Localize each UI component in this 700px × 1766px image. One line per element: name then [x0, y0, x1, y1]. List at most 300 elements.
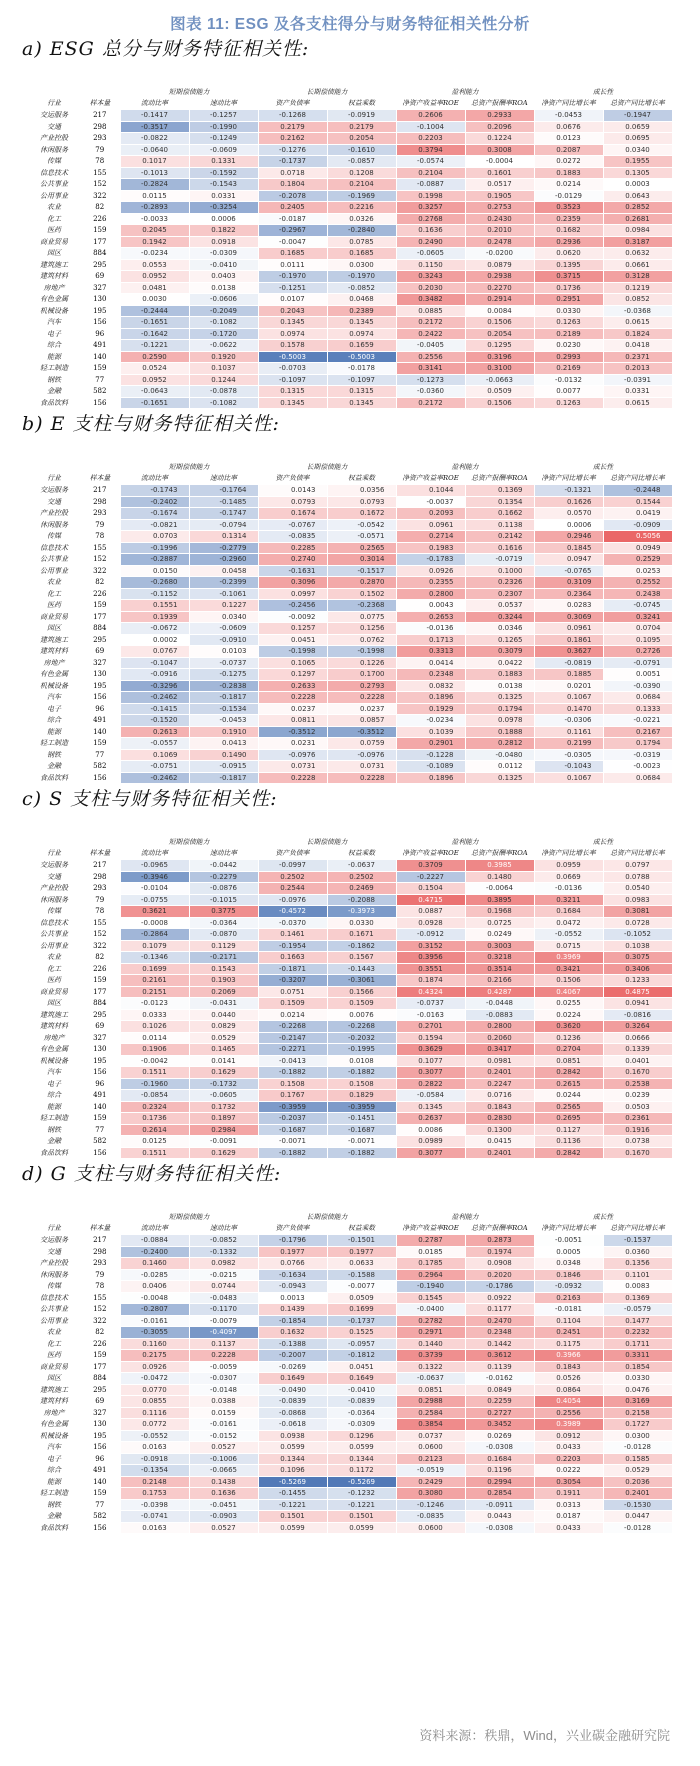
heatmap-cell: -0.0360: [396, 386, 465, 398]
table-row: [28, 248, 672, 260]
heatmap-cell: 0.1977: [327, 1246, 396, 1258]
metric-column-header: 权益乘数: [347, 99, 376, 107]
heatmap-cell: -0.5269: [258, 1476, 327, 1488]
heatmap-cell: 0.0340: [189, 611, 258, 623]
heatmap-cell: -0.0370: [258, 917, 327, 929]
heatmap-cell: 0.3417: [465, 1044, 534, 1056]
heatmap-cell: -0.0234: [396, 715, 465, 727]
heatmap-cell: -0.1013: [120, 167, 189, 179]
correlation-heatmap-table: [28, 837, 673, 1159]
heatmap-cell: -0.3055: [120, 1327, 189, 1339]
heatmap-cell: -0.0976: [327, 749, 396, 761]
heatmap-cell: -0.1796: [258, 1235, 327, 1247]
section-heading: d) G 支柱与财务特征相关性:: [22, 1163, 282, 1185]
heatmap-cell: -0.1954: [258, 940, 327, 952]
heatmap-cell: 0.0224: [534, 1009, 603, 1021]
sample-size-value: 295: [93, 635, 107, 644]
heatmap-cell: -0.0128: [603, 1522, 672, 1534]
industry-label: 钢铁: [47, 375, 61, 384]
heatmap-cell: 0.0615: [603, 317, 672, 329]
heatmap-cell: 0.0086: [396, 1124, 465, 1136]
industry-label: 交运服务: [40, 861, 68, 869]
heatmap-cell: 0.0529: [603, 1465, 672, 1477]
table-row: [28, 1032, 672, 1044]
heatmap-cell: 0.1736: [534, 282, 603, 294]
heatmap-cell: 0.2361: [603, 1113, 672, 1125]
table-row: [28, 156, 672, 168]
heatmap-cell: 0.3969: [534, 952, 603, 964]
sample-size-column-header: 样本量: [89, 849, 111, 858]
heatmap-cell: 0.1439: [258, 1304, 327, 1316]
heatmap-cell: 0.2812: [465, 738, 534, 750]
sample-size-value: 295: [93, 1010, 107, 1019]
heatmap-cell: 0.0283: [534, 600, 603, 612]
industry-label: 公共事业: [40, 180, 68, 188]
table-row: [28, 1101, 672, 1113]
sample-size-value: 77: [95, 1500, 105, 1509]
metric-column-header: 资产负债率: [275, 1224, 310, 1232]
heatmap-cell: 0.1354: [465, 496, 534, 508]
heatmap-cell: 0.3128: [603, 271, 672, 283]
heatmap-cell: 0.0759: [327, 738, 396, 750]
heatmap-cell: 0.3264: [603, 1021, 672, 1033]
heatmap-cell: 0.1845: [534, 542, 603, 554]
heatmap-cell: 0.1659: [327, 340, 396, 352]
heatmap-cell: 0.1629: [189, 1067, 258, 1079]
heatmap-cell: -0.2893: [120, 202, 189, 214]
metric-column-header: 资产负债率: [275, 849, 310, 857]
heatmap-cell: 0.2093: [396, 508, 465, 520]
heatmap-cell: -0.3296: [120, 680, 189, 692]
heatmap-cell: 0.1502: [327, 588, 396, 600]
heatmap-cell: 0.0481: [120, 282, 189, 294]
heatmap-cell: 0.1684: [534, 906, 603, 918]
heatmap-cell: 0.0770: [120, 1384, 189, 1396]
industry-label: 农业: [47, 203, 61, 211]
table-row: [28, 761, 672, 773]
table-row: [28, 1361, 672, 1373]
heatmap-cell: -0.0071: [258, 1136, 327, 1148]
heatmap-cell: 0.1460: [120, 1258, 189, 1270]
heatmap-cell: -0.0453: [534, 110, 603, 122]
heatmap-cell: -0.0609: [189, 144, 258, 156]
table-row: [28, 144, 672, 156]
sample-size-value: 298: [93, 497, 107, 506]
heatmap-cell: -0.0976: [258, 749, 327, 761]
heatmap-cell: 0.1983: [396, 542, 465, 554]
heatmap-cell: 0.0163: [120, 1522, 189, 1534]
heatmap-cell: 0.1566: [327, 986, 396, 998]
industry-label: 公用事业: [40, 1316, 68, 1325]
heatmap-cell: 0.0767: [120, 646, 189, 658]
heatmap-cell: -0.2456: [258, 600, 327, 612]
industry-label: 商业贸易: [40, 987, 68, 996]
heatmap-cell: -0.3959: [258, 1101, 327, 1113]
heatmap-cell: -0.0887: [396, 179, 465, 191]
correlation-heatmap-table: [28, 462, 673, 784]
industry-label: 交通: [47, 1247, 61, 1256]
industry-label: 休闲服务: [40, 1270, 68, 1279]
heatmap-cell: -0.0519: [396, 1465, 465, 1477]
heatmap-cell: 0.3054: [534, 1476, 603, 1488]
industry-label: 化工: [47, 964, 61, 973]
heatmap-cell: -0.0413: [258, 1055, 327, 1067]
heatmap-cell: -0.2402: [120, 496, 189, 508]
heatmap-cell: 0.1322: [396, 1361, 465, 1373]
heatmap-cell: -0.1415: [120, 703, 189, 715]
table-row: [28, 738, 672, 750]
heatmap-cell: 0.0695: [603, 133, 672, 145]
sample-size-value: 156: [93, 318, 107, 326]
heatmap-cell: -0.0077: [327, 1281, 396, 1293]
heatmap-cell: 0.2324: [120, 1101, 189, 1113]
heatmap-cell: -0.0092: [258, 611, 327, 623]
heatmap-cell: -0.0854: [120, 1090, 189, 1102]
heatmap-cell: 0.1861: [534, 634, 603, 646]
heatmap-cell: 0.1506: [465, 317, 534, 329]
heatmap-cell: -0.2838: [189, 680, 258, 692]
heatmap-cell: -0.1221: [327, 1499, 396, 1511]
heatmap-cell: 0.1339: [603, 1044, 672, 1056]
heatmap-cell: 0.0887: [396, 906, 465, 918]
industry-label: 产业控股: [40, 1259, 68, 1267]
correlation-heatmap-table: [28, 87, 673, 409]
heatmap-cell: 0.2637: [396, 1113, 465, 1125]
heatmap-cell: 0.1897: [189, 1113, 258, 1125]
sample-size-value: 140: [93, 727, 107, 736]
heatmap-cell: 0.1026: [120, 1021, 189, 1033]
table-row: [28, 1067, 672, 1079]
table-row: [28, 1147, 672, 1159]
heatmap-cell: -0.1246: [396, 1499, 465, 1511]
column-group-label: 成长性: [592, 88, 614, 96]
heatmap-cell: 0.1685: [258, 248, 327, 260]
industry-label: 医药: [47, 1351, 61, 1359]
heatmap-cell: 0.2359: [534, 213, 603, 225]
heatmap-cell: 0.2123: [396, 1453, 465, 1465]
heatmap-cell: 0.1874: [396, 975, 465, 987]
heatmap-cell: 0.0941: [603, 998, 672, 1010]
industry-label: 交运服务: [40, 486, 68, 494]
industry-label: 金融: [47, 1512, 61, 1520]
table-row: [28, 669, 672, 681]
heatmap-cell: -0.1004: [396, 121, 465, 133]
industry-label: 金融: [47, 1137, 61, 1145]
heatmap-cell: 0.0418: [603, 340, 672, 352]
heatmap-cell: 0.1846: [534, 1269, 603, 1281]
heatmap-cell: 0.1297: [258, 669, 327, 681]
heatmap-cell: 0.0851: [396, 1384, 465, 1396]
heatmap-cell: 0.0537: [465, 600, 534, 612]
heatmap-cell: -0.0703: [258, 363, 327, 375]
heatmap-cell: 0.2544: [258, 883, 327, 895]
heatmap-cell: 0.1300: [465, 1124, 534, 1136]
metric-column-header: 速动比率: [209, 849, 238, 857]
heatmap-cell: 0.0599: [258, 1442, 327, 1454]
heatmap-cell: 0.2529: [603, 554, 672, 566]
heatmap-cell: 0.2104: [327, 179, 396, 191]
heatmap-cell: -0.0448: [465, 998, 534, 1010]
heatmap-cell: 0.2936: [534, 236, 603, 248]
heatmap-cell: 0.0051: [603, 669, 672, 681]
sample-size-value: 152: [93, 1305, 107, 1313]
column-group-label: 短期偿债能力: [168, 838, 210, 846]
heatmap-cell: 0.2036: [603, 1476, 672, 1488]
heatmap-cell: 0.2556: [534, 1407, 603, 1419]
heatmap-cell: -0.1651: [120, 397, 189, 409]
industry-label: 园区: [47, 624, 61, 632]
heatmap-cell: -0.1089: [396, 761, 465, 773]
heatmap-cell: 0.0433: [534, 1522, 603, 1534]
heatmap-cell: 0.0159: [189, 1407, 258, 1419]
heatmap-cell: -0.0605: [189, 1090, 258, 1102]
heatmap-cell: 0.0731: [327, 761, 396, 773]
heatmap-cell: 0.1843: [465, 1101, 534, 1113]
heatmap-cell: 0.0829: [189, 1021, 258, 1033]
heatmap-cell: 0.5056: [603, 531, 672, 543]
heatmap-cell: 0.1699: [327, 1304, 396, 1316]
heatmap-cell: 0.1175: [534, 1338, 603, 1350]
heatmap-cell: 0.0433: [534, 1442, 603, 1454]
sample-size-column-header: 样本量: [89, 1224, 111, 1233]
heatmap-cell: -0.2171: [189, 952, 258, 964]
heatmap-cell: 0.3627: [534, 646, 603, 658]
heatmap-cell: -0.1451: [327, 1113, 396, 1125]
sample-size-value: 322: [93, 191, 107, 200]
heatmap-cell: -0.1610: [327, 144, 396, 156]
sample-size-value: 159: [93, 601, 107, 609]
heatmap-cell: 0.1161: [534, 726, 603, 738]
table-row: [28, 1315, 672, 1327]
table-row: [28, 1338, 672, 1350]
heatmap-cell: 0.0115: [120, 190, 189, 202]
heatmap-cell: 0.1000: [465, 565, 534, 577]
heatmap-cell: -0.3254: [189, 202, 258, 214]
heatmap-cell: 0.0333: [120, 1009, 189, 1021]
heatmap-cell: 0.1896: [396, 772, 465, 784]
heatmap-cell: 0.1263: [534, 397, 603, 409]
heatmap-cell: -0.1996: [120, 542, 189, 554]
heatmap-cell: -0.0451: [189, 1499, 258, 1511]
industry-label: 医药: [47, 226, 61, 234]
heatmap-cell: 0.2701: [396, 1021, 465, 1033]
table-row: [28, 894, 672, 906]
heatmap-cell: 0.1508: [327, 1078, 396, 1090]
table-header: [28, 837, 672, 860]
industry-label: 能源: [47, 352, 61, 361]
industry-label: 钢铁: [47, 1125, 61, 1134]
sample-size-value: 79: [95, 895, 105, 904]
heatmap-cell: 0.0150: [120, 565, 189, 577]
heatmap-cell: 0.0864: [534, 1384, 603, 1396]
heatmap-cell: -0.0737: [396, 998, 465, 1010]
industry-column-header: 行业: [47, 99, 61, 108]
heatmap-cell: 0.1903: [189, 975, 258, 987]
heatmap-cell: 0.1974: [465, 1246, 534, 1258]
heatmap-cell: 0.1226: [327, 657, 396, 669]
heatmap-cell: 0.2043: [258, 305, 327, 317]
heatmap-cell: -0.0161: [120, 1315, 189, 1327]
industry-label: 轻工制造: [40, 739, 68, 747]
heatmap-cell: -0.0605: [396, 248, 465, 260]
heatmap-cell: 0.0599: [327, 1442, 396, 1454]
heatmap-cell: 0.0509: [327, 1292, 396, 1304]
sample-size-value: 77: [95, 1125, 105, 1134]
industry-label: 交通: [47, 122, 61, 131]
heatmap-cell: 0.2613: [120, 726, 189, 738]
heatmap-cell: 0.1883: [465, 669, 534, 681]
table-row: [28, 271, 672, 283]
heatmap-cell: 0.3218: [465, 952, 534, 964]
heatmap-cell: -0.0400: [396, 1304, 465, 1316]
sample-size-value: 226: [93, 1339, 107, 1348]
heatmap-cell: 0.1077: [396, 1055, 465, 1067]
industry-label: 园区: [47, 1374, 61, 1382]
heatmap-cell: -0.4572: [258, 906, 327, 918]
industry-label: 休闲服务: [40, 145, 68, 154]
heatmap-cell: 0.3523: [534, 202, 603, 214]
heatmap-cell: -0.0398: [120, 1499, 189, 1511]
heatmap-cell: 0.0272: [534, 156, 603, 168]
heatmap-cell: 0.4715: [396, 894, 465, 906]
heatmap-cell: 0.0793: [327, 496, 396, 508]
heatmap-cell: 0.2401: [465, 1067, 534, 1079]
heatmap-cell: 0.0472: [534, 917, 603, 929]
heatmap-cell: 0.0725: [465, 917, 534, 929]
correlation-section: [0, 1159, 700, 1534]
heatmap-cell: 0.0103: [189, 646, 258, 658]
metric-column-header: 总资产同比增长率: [610, 474, 665, 482]
table-row: [28, 305, 672, 317]
table-row: [28, 749, 672, 761]
table-row: [28, 508, 672, 520]
heatmap-cell: -0.0308: [465, 1442, 534, 1454]
table-row: [28, 1113, 672, 1125]
heatmap-cell: 0.1911: [534, 1488, 603, 1500]
table-body: [28, 110, 672, 409]
heatmap-cell: 0.0526: [534, 1373, 603, 1385]
heatmap-cell: 0.0005: [534, 1246, 603, 1258]
sample-size-value: 130: [93, 670, 107, 678]
heatmap-cell: -0.1443: [327, 963, 396, 975]
metric-column-header: 净资产同比增长率: [541, 849, 596, 857]
metric-column-header: 速动比率: [209, 1224, 238, 1232]
heatmap-cell: -0.2037: [258, 1113, 327, 1125]
heatmap-cell: 0.1977: [258, 1246, 327, 1258]
heatmap-cell: -0.0957: [327, 1338, 396, 1350]
heatmap-cell: 0.0413: [189, 738, 258, 750]
heatmap-cell: 0.1196: [465, 1465, 534, 1477]
heatmap-cell: -0.0364: [327, 1407, 396, 1419]
heatmap-cell: 0.2203: [534, 1453, 603, 1465]
heatmap-cell: -0.1998: [258, 646, 327, 658]
heatmap-cell: -0.0234: [120, 248, 189, 260]
heatmap-cell: 0.3621: [120, 906, 189, 918]
table-row: [28, 542, 672, 554]
correlation-section: [0, 34, 700, 409]
industry-label: 电子: [47, 1454, 61, 1463]
heatmap-cell: -0.1082: [189, 397, 258, 409]
heatmap-cell: 0.1325: [465, 772, 534, 784]
heatmap-cell: -0.0152: [189, 1430, 258, 1442]
heatmap-cell: -0.1588: [327, 1269, 396, 1281]
table-row: [28, 397, 672, 409]
heatmap-cell: -0.2227: [396, 871, 465, 883]
heatmap-cell: 0.0138: [465, 680, 534, 692]
industry-label: 有色金属: [40, 670, 68, 678]
heatmap-cell: 0.2502: [258, 871, 327, 883]
sample-size-value: 293: [93, 884, 107, 892]
industry-label: 电子: [47, 704, 61, 713]
section-heading: a) ESG 总分与财务特征相关性:: [22, 38, 310, 60]
heatmap-cell: -0.0915: [189, 761, 258, 773]
metric-column-header: 净资产收益率ROE: [402, 1224, 459, 1232]
heatmap-cell: 0.1344: [258, 1453, 327, 1465]
heatmap-cell: 0.0832: [396, 680, 465, 692]
heatmap-cell: 0.0348: [534, 1258, 603, 1270]
heatmap-cell: 0.1601: [465, 167, 534, 179]
heatmap-cell: -0.0178: [327, 363, 396, 375]
table-header: [28, 87, 672, 110]
industry-label: 轻工制造: [40, 1489, 68, 1497]
heatmap-cell: 0.0704: [603, 623, 672, 635]
heatmap-cell: 0.1069: [120, 749, 189, 761]
heatmap-cell: 0.1544: [603, 496, 672, 508]
heatmap-cell: 0.0775: [327, 611, 396, 623]
heatmap-cell: 0.3096: [258, 577, 327, 589]
figure-sections: [0, 34, 700, 1534]
industry-label: 信息技术: [40, 918, 68, 927]
heatmap-cell: -0.1817: [189, 692, 258, 704]
industry-label: 房地产: [43, 283, 65, 292]
industry-label: 食品饮料: [40, 1148, 68, 1157]
heatmap-cell: -0.1687: [258, 1124, 327, 1136]
table-row: [28, 998, 672, 1010]
heatmap-cell: 0.1670: [603, 1067, 672, 1079]
heatmap-cell: -0.0751: [120, 761, 189, 773]
heatmap-cell: 0.0912: [534, 1430, 603, 1442]
sample-size-value: 140: [93, 1477, 107, 1486]
table-row: [28, 975, 672, 987]
industry-label: 建筑材料: [40, 1397, 68, 1405]
heatmap-cell: 0.1684: [465, 1453, 534, 1465]
heatmap-cell: 0.1039: [396, 726, 465, 738]
heatmap-cell: 0.0527: [189, 1442, 258, 1454]
heatmap-cell: 0.2914: [465, 294, 534, 306]
heatmap-cell: -0.1674: [120, 508, 189, 520]
heatmap-cell: 0.0632: [603, 248, 672, 260]
heatmap-cell: 0.2199: [534, 738, 603, 750]
heatmap-cell: 0.0331: [189, 190, 258, 202]
heatmap-cell: 0.3196: [465, 351, 534, 363]
heatmap-cell: 0.3482: [396, 294, 465, 306]
industry-label: 轻工制造: [40, 364, 68, 372]
heatmap-cell: 0.0330: [534, 305, 603, 317]
heatmap-cell: 0.0879: [465, 259, 534, 271]
sample-size-value: 156: [93, 693, 107, 701]
heatmap-cell: -0.0390: [603, 680, 672, 692]
group-header-row: [28, 1212, 672, 1223]
heatmap-cell: -0.0919: [327, 110, 396, 122]
heatmap-cell: 0.0737: [396, 1430, 465, 1442]
table-row: [28, 986, 672, 998]
heatmap-cell: -0.0606: [189, 294, 258, 306]
industry-label: 机械设备: [40, 1431, 68, 1440]
heatmap-cell: 0.0974: [327, 328, 396, 340]
correlation-heatmap-table: [28, 1212, 673, 1534]
heatmap-cell: 0.3406: [603, 963, 672, 975]
heatmap-cell: 0.2842: [534, 1147, 603, 1159]
